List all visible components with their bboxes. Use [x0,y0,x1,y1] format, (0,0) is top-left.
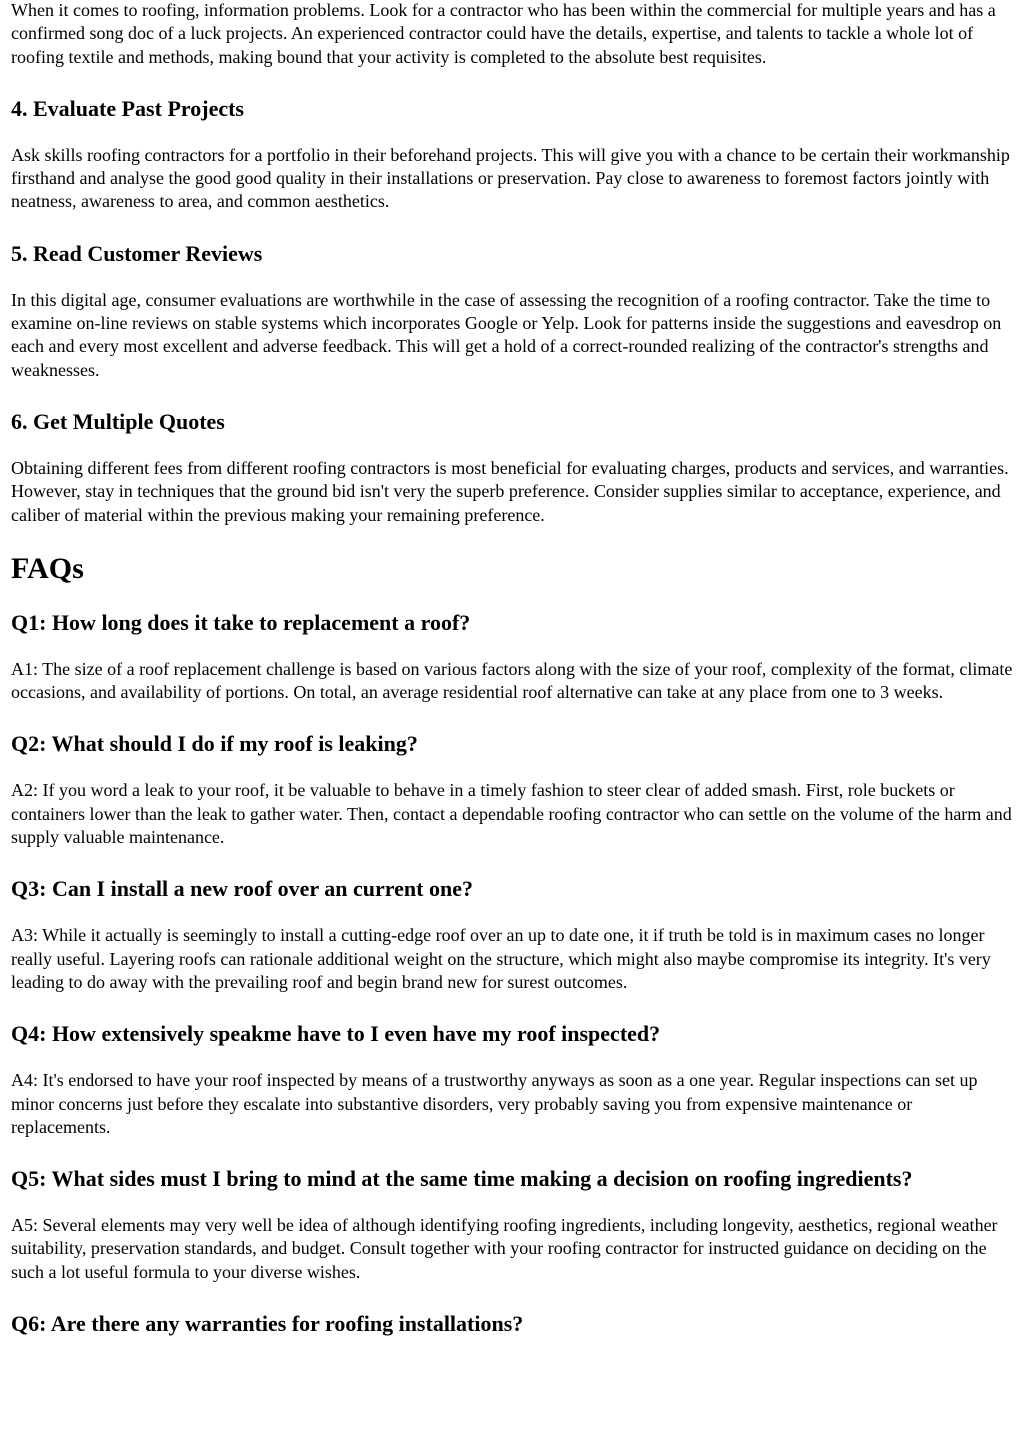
faq-answer: A4: It's endorsed to have your roof inspected by means of a trustworthy anyways as soon as a one year. Regular inspections can set up minor concerns just before they escalate into substantive disorders, very probably saving you from expensive maintenance or replacements. [11,1070,978,1137]
tip-paragraph-past-projects: Ask skills roofing contractors for a portfolio in their beforehand projects. This will give you with a chance to be certain their workmanship firsthand and analyse the good good quality in their installations or preservation. Pay close to awareness to foremost factors jointly with neatness, awareness to area, and common aesthetics. [11,144,1010,212]
faq-question: Q4: How extensively speakme have to I even have my roof inspected? [11,1021,661,1047]
faq-question: Q1: How long does it take to replacement a roof? [11,609,471,635]
tip-heading-past-projects: 4. Evaluate Past Projects [11,95,244,121]
intro-paragraph: When it comes to roofing, information problems. Look for a contractor who has been within the commercial for multiple years and has a confirmed song doc of a luck projects. An experienced contractor could have the details, expertise, and talents to tackle a whole lot of roofing textile and methods, making bound that your activity is completed to the absolute best requisites. [11,0,996,67]
faq-answer: A5: Several elements may very well be idea of although identifying roofing ingredients, including longevity, aesthetics, regional weather suitability, preservation standards, and budget. Consult together with your roofing contractor for instructed guidance on deciding on the such a lot useful formula to your diverse wishes. [11,1215,998,1282]
faq-question: Q5: What sides must I bring to mind at the same time making a decision on roofing ingredients? [11,1166,913,1192]
faq-question: Q6: Are there any warranties for roofing installations? [11,1311,524,1337]
tip-heading-multiple-quotes: 6. Get Multiple Quotes [11,408,225,434]
faqs-heading: FAQs [11,551,84,585]
faq-answer: A3: While it actually is seemingly to install a cutting-edge roof over an up to date one, it if truth be told is in maximum cases no longer really useful. Layering roofs can rationale additional weight on the structure, which might also maybe compromise its integrity. It's very leading to do away with the prevailing roof and begin brand new for surest outcomes. [11,925,991,992]
tip-paragraph-customer-reviews: In this digital age, consumer evaluations are worthwhile in the case of assessing the recognition of a roofing contractor. Take the time to examine on-line reviews on stable systems which incorporates Google or Yelp. Look for patterns inside the suggestions and eavesdrop on each and every most excellent and adverse feedback. This will get a hold of a correct-rounded realizing of the contractor's strengths and weaknesses. [11,289,1002,380]
tip-paragraph-multiple-quotes: Obtaining different fees from different roofing contractors is most beneficial for evaluating charges, products and services, and warranties. However, stay in techniques that the ground bid isn't very the superb preference. Consider supplies similar to acceptance, experience, and caliber of material within the previous making your remaining preference. [11,457,1009,525]
faq-question: Q2: What should I do if my roof is leaking? [11,731,418,757]
faq-answer: A1: The size of a roof replacement challenge is based on various factors along with the size of your roof, complexity of the format, climate occasions, and availability of portions. On total, an average residential roof alternative can take at any place from one to 3 weeks. [11,658,1013,703]
tip-heading-customer-reviews: 5. Read Customer Reviews [11,240,263,266]
faq-question: Q3: Can I install a new roof over an current one? [11,876,473,902]
faq-answer: A2: If you word a leak to your roof, it be valuable to behave in a timely fashion to steer clear of added smash. First, role buckets or containers lower than the leak to gather water. Then, contact a dependable roofing contractor who can settle on the volume of the harm and supply valuable maintenance. [11,780,1012,848]
